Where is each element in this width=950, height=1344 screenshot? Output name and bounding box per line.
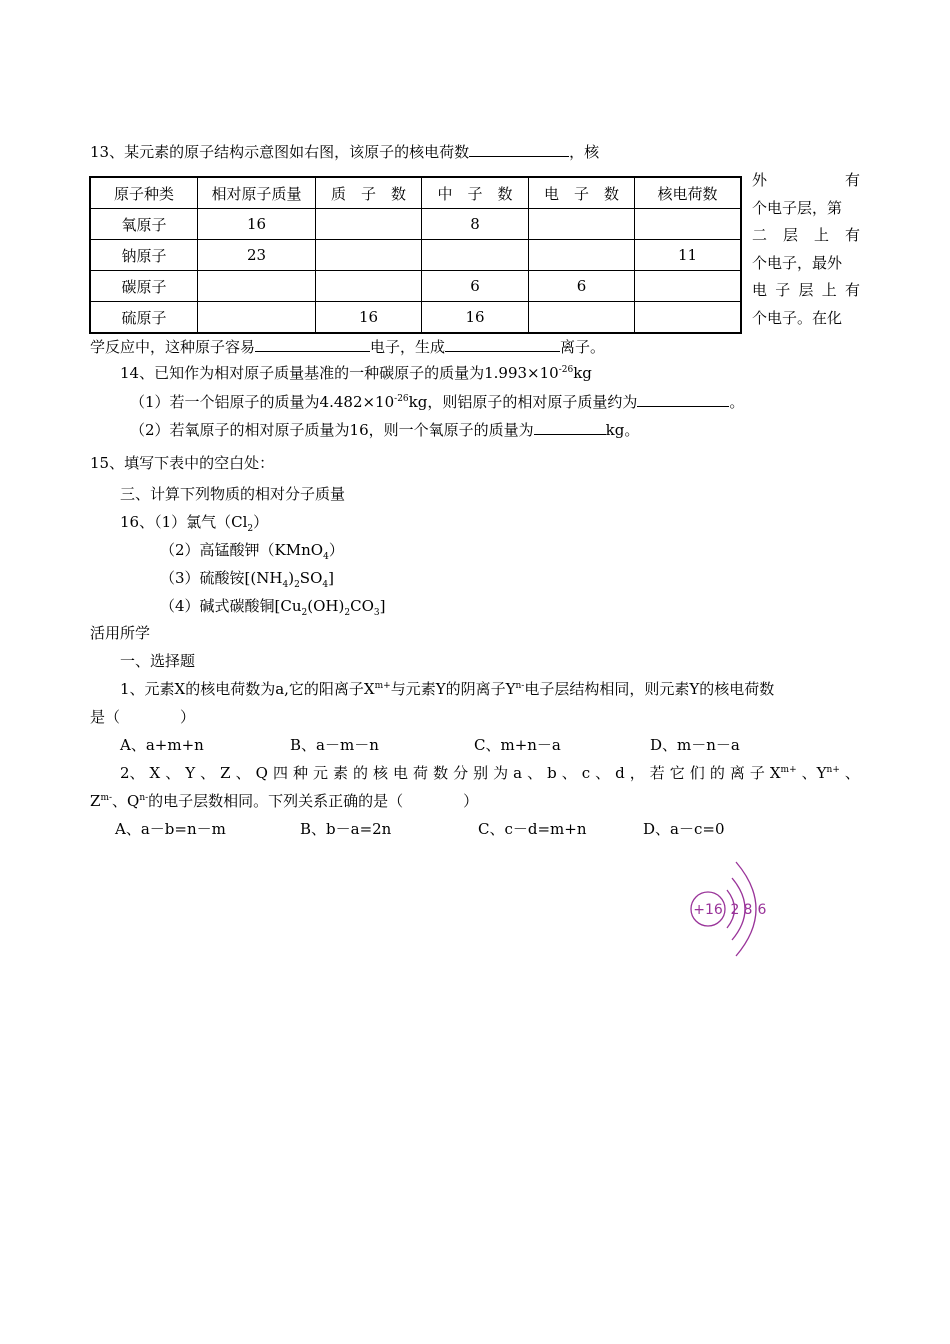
- q16-i4-text: CO: [350, 597, 374, 615]
- mc2-word: 它: [669, 764, 685, 782]
- q14-stem-unit: kg: [573, 364, 592, 382]
- mc2-word: Q: [255, 764, 268, 782]
- table-row: [90, 240, 741, 271]
- q14-stem-exponent: -26: [558, 365, 574, 375]
- atom-table: [89, 176, 742, 334]
- mc1-text: 1、元素X的核电荷数为a,它的阳离子X: [120, 680, 375, 698]
- mc2-word: 素: [332, 764, 348, 782]
- q16-i3-text: ): [288, 569, 295, 587]
- mc1-option-a[interactable]: A、a+m+n: [120, 736, 204, 754]
- mc2-word: 四: [272, 764, 288, 782]
- q13-stem: 13、某元素的原子结构示意图如右图，该原子的核电荷数: [90, 143, 470, 161]
- shell-electrons-1: 2: [730, 902, 740, 918]
- shell-electrons-2: 8: [743, 902, 753, 918]
- mc1-option-b[interactable]: B、a－m－n: [290, 736, 379, 754]
- mc2-word: 元: [312, 764, 328, 782]
- table-cell[interactable]: [316, 240, 422, 271]
- nucleus-charge: +16: [693, 902, 723, 918]
- side-word: 子: [775, 281, 791, 299]
- mc2-word: Y: [185, 764, 196, 782]
- side-word: 上: [821, 281, 837, 299]
- mc2-ion-text: X: [769, 764, 781, 782]
- mc2-word: 、: [165, 764, 181, 782]
- mc2-word: d: [615, 764, 625, 782]
- q16-i3-sub: 2: [294, 580, 300, 590]
- mc2-word: 的: [353, 764, 369, 782]
- table-cell[interactable]: [316, 209, 422, 240]
- q16-i4-sub: 2: [344, 608, 351, 618]
- table-cell[interactable]: [198, 302, 316, 334]
- mc2-word: 、: [527, 764, 543, 782]
- mc2-sup: n-: [139, 793, 149, 803]
- mc2-ion-y: [802, 762, 840, 784]
- q16-i4-sub: 3: [373, 608, 380, 618]
- mc2-word: 若: [649, 764, 665, 782]
- mc2-word: 电: [393, 764, 409, 782]
- mc2-ion-x: [770, 762, 797, 784]
- side-word: 有: [844, 281, 860, 299]
- q16-i4-text: （4）碱式碳酸铜[Cu: [160, 597, 302, 615]
- side-word: 个电子。在化: [752, 308, 843, 327]
- mc2-word: 离: [729, 764, 745, 782]
- q16-item1: [120, 511, 268, 533]
- mc2-word: 、: [200, 764, 216, 782]
- mc2-word: 的: [709, 764, 725, 782]
- mc2-word: 、: [235, 764, 251, 782]
- mc1-text: 与元素Y的阴离子Y: [390, 680, 516, 698]
- q13-stem-end: ，核: [569, 143, 600, 161]
- mc2-stem-line2: [90, 790, 478, 812]
- side-word: 二: [752, 226, 768, 244]
- q16-i2-end: ）: [328, 541, 344, 559]
- shell-electrons-3: 6: [757, 902, 767, 918]
- side-word: 上: [813, 226, 829, 244]
- mc2-word: X: [149, 764, 161, 782]
- q13-blank-gainlose[interactable]: [255, 335, 370, 352]
- table-cell[interactable]: [529, 302, 635, 334]
- q13-after-a: 学反应中，这种原子容易: [90, 338, 256, 356]
- mc2-word: 别: [473, 764, 489, 782]
- q16-i3-sub: 4: [322, 580, 329, 590]
- table-header: 相对原子质量: [198, 177, 316, 209]
- q16-i3-sub: 4: [282, 580, 289, 590]
- mc2-word: 为: [493, 764, 509, 782]
- mc1-option-c[interactable]: C、m+n－a: [474, 736, 561, 754]
- mc2-ion-text: 、Y: [801, 764, 827, 782]
- table-header: 中 子 数: [422, 177, 529, 209]
- q15: 15、填写下表中的空白处：: [90, 454, 275, 472]
- mc2-word: 种: [292, 764, 308, 782]
- mc2-text: Z: [90, 792, 101, 810]
- mc2-word: ，: [629, 764, 645, 782]
- table-cell[interactable]: [316, 271, 422, 302]
- q14-stem-text: 14、已知作为相对原子质量基准的一种碳原子的质量为1.993×10: [120, 364, 559, 382]
- mc2-text: 、Q: [112, 792, 140, 810]
- mc2-sup: m-: [100, 793, 113, 803]
- q14-stem: [120, 362, 592, 384]
- q13-line-after: [90, 335, 605, 358]
- q13-blank-charge[interactable]: [469, 140, 569, 157]
- q14-p2-blank[interactable]: [534, 418, 606, 435]
- mc2-word: 2、: [120, 764, 145, 782]
- mc1-sup: n-: [515, 681, 525, 691]
- table-header: 质 子 数: [316, 177, 422, 209]
- table-header: 核电荷数: [635, 177, 742, 209]
- mc2-option-c[interactable]: C、c－d=m+n: [478, 820, 587, 838]
- table-cell[interactable]: [635, 302, 742, 334]
- table-header: 电 子 数: [529, 177, 635, 209]
- q14-p2-text: （2）若氧原子的相对原子质量为16，则一个氧原子的质量为: [130, 421, 534, 439]
- table-cell: 硫原子: [90, 302, 198, 334]
- side-word: 个电子，最外: [752, 253, 843, 272]
- table-cell: 6: [529, 271, 635, 302]
- q14-part2: [130, 418, 639, 441]
- table-cell: 11: [635, 240, 742, 271]
- side-word: 有: [844, 226, 860, 244]
- mc1-sup: m+: [374, 681, 391, 691]
- side-word: 层: [798, 281, 814, 299]
- mc1-option-d[interactable]: D、m－n－a: [650, 736, 740, 754]
- q13-after-b: 电子，生成: [370, 338, 446, 356]
- table-cell: 8: [422, 209, 529, 240]
- q16-i3-end: ]: [328, 569, 334, 587]
- q16-i3-text: （3）硫酸铵[(NH: [160, 569, 283, 587]
- mc2-ion-sup: m+: [780, 765, 797, 775]
- mc2-word: a: [513, 764, 523, 782]
- table-cell: 碳原子: [90, 271, 198, 302]
- table-row: [90, 209, 741, 240]
- q16-i1-sub: 2: [247, 524, 254, 534]
- table-cell: 16: [198, 209, 316, 240]
- q14-p1-end: 。: [729, 393, 745, 411]
- atom-structure-diagram: [680, 850, 790, 965]
- table-cell[interactable]: [635, 209, 742, 240]
- table-header-row: [90, 177, 741, 209]
- mc1-stem-line2: 是（ ）: [90, 708, 196, 726]
- q16-i1-end: ）: [253, 513, 269, 531]
- q16-label: 16、: [120, 513, 155, 531]
- table-cell[interactable]: [422, 240, 529, 271]
- side-word: 电: [752, 281, 768, 299]
- q16-i4-sub: 2: [301, 608, 308, 618]
- mc2-word: 荷: [413, 764, 429, 782]
- q14-p1-text: （1）若一个铝原子的质量为4.482×10: [130, 393, 395, 411]
- q16-i4-end: ]: [379, 597, 386, 615]
- section1-heading: 一、选择题: [120, 652, 196, 670]
- side-word: 外: [752, 171, 768, 189]
- mc2-word: b: [547, 764, 557, 782]
- mc2-word: Z: [220, 764, 231, 782]
- q14-p1-text-b: kg，则铝原子的相对原子质量约为: [408, 393, 638, 411]
- q14-p2-end: kg。: [605, 421, 640, 439]
- table-cell: 16: [422, 302, 529, 334]
- mc2-option-b[interactable]: B、b－a=2n: [300, 820, 392, 838]
- mc1-stem: [120, 678, 774, 700]
- mc2-option-d[interactable]: D、a－c=0: [643, 820, 725, 838]
- mc1-text: 电子层结构相同，则元素Y的核电荷数: [524, 680, 775, 698]
- side-word: 有: [844, 171, 860, 189]
- mc2-word: 们: [689, 764, 705, 782]
- table-cell: 16: [316, 302, 422, 334]
- table-row: [90, 271, 741, 302]
- mc2-option-a[interactable]: A、a－b=n－m: [115, 820, 226, 838]
- q14-p1-exponent: -26: [394, 394, 409, 404]
- table-header: 原子种类: [90, 177, 198, 209]
- mc2-word: 数: [433, 764, 449, 782]
- q16-item2: [160, 539, 344, 561]
- q14-part1: [130, 390, 744, 413]
- mc2-word: 核: [373, 764, 389, 782]
- mc2-stem-line1: [120, 762, 860, 784]
- q16-item3: [160, 567, 334, 589]
- q14-p1-blank[interactable]: [637, 390, 729, 407]
- mc2-word: 、: [595, 764, 611, 782]
- mc2-word: 、: [561, 764, 577, 782]
- q16-i3-text: SO: [299, 569, 323, 587]
- table-cell[interactable]: [198, 271, 316, 302]
- table-cell: 23: [198, 240, 316, 271]
- q13-line1: [90, 140, 599, 163]
- mc2-word: 分: [453, 764, 469, 782]
- section3-heading: 三、计算下列物质的相对分子质量: [120, 485, 346, 503]
- q16-i2-text: （2）高锰酸钾（KMnO: [160, 541, 324, 559]
- table-cell[interactable]: [529, 240, 635, 271]
- side-word: 层: [782, 226, 798, 244]
- table-row: [90, 302, 741, 334]
- q16-i2-sub: 4: [323, 552, 329, 562]
- table-cell[interactable]: [529, 209, 635, 240]
- table-cell[interactable]: [635, 271, 742, 302]
- q16-i1-text: （1）氯气（Cl: [154, 513, 248, 531]
- q13-blank-ion[interactable]: [445, 335, 560, 352]
- mc2-ion-sup: n+: [826, 765, 840, 775]
- table-cell: 氧原子: [90, 209, 198, 240]
- table-cell: 钠原子: [90, 240, 198, 271]
- q16-item4: [160, 595, 385, 617]
- q13-after-c: 离子。: [560, 338, 606, 356]
- mc2-word: c: [581, 764, 591, 782]
- q16-i4-text: (OH): [307, 597, 345, 615]
- mc2-word: 子: [749, 764, 765, 782]
- mc2-word: 、: [844, 764, 860, 782]
- mc2-text: 的电子层数相同。下列关系正确的是（ ）: [148, 792, 479, 810]
- q13-side-text: [752, 167, 860, 332]
- side-word: 个电子层，第: [752, 198, 843, 217]
- table-cell: 6: [422, 271, 529, 302]
- apply-heading: 活用所学: [90, 624, 151, 642]
